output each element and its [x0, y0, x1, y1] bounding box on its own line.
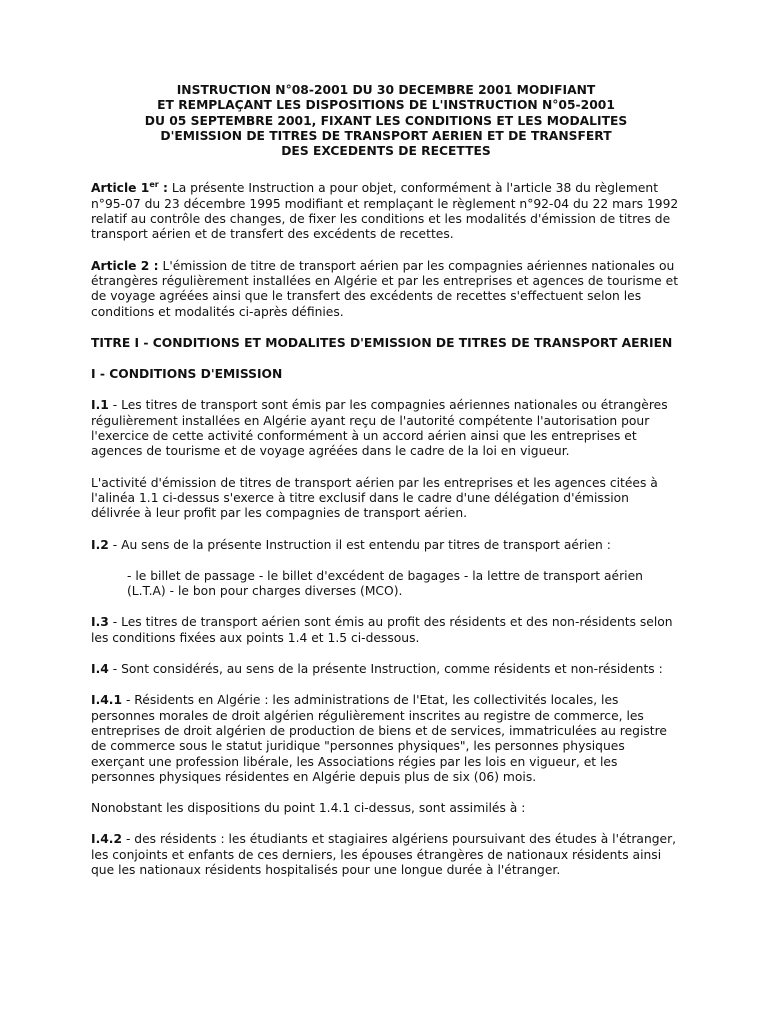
i41-text: - Résidents en Algérie : les administrations de l'Etat, les collectivités locales, les personnes morales de droit algérien régulièrement inscrites au registre de commerce, les entreprises de droit algérien de production de biens et de services, immatriculées au registre de commerce sous le statut juridique "personnes physiques", les personnes physiques exerçant une profession libérale, les Associations régies par les lois en vigueur, et les personnes physiques résidentes en Algérie depuis plus de six (06) mois. — [91, 693, 667, 784]
paragraph-i3 — [91, 615, 681, 646]
title-line: DES EXCEDENTS DE RECETTES — [281, 144, 491, 159]
i42-text: - des résidents : les étudiants et stagiaires algériens poursuivant des études à l'étranger, les conjoints et enfants de ces derniers, les épouses étrangères de nationaux résidents ainsi que les nationaux résidents hospitalisés pour une longue durée à l'étranger. — [91, 832, 677, 877]
i1-label: I.1 — [91, 398, 109, 413]
section-1-heading: I - CONDITIONS D'EMISSION — [91, 367, 283, 382]
i2-list: - le billet de passage - le billet d'excédent de bagages - la lettre de transport aérien (L.T.A) - le bon pour charges diverses (MCO). — [127, 568, 643, 599]
article-1-sup: er — [149, 180, 159, 190]
title-line: D'EMISSION DE TITRES DE TRANSPORT AERIEN ET DE TRANSFERT — [160, 128, 612, 143]
paragraph-i1 — [91, 398, 681, 459]
i3-label: I.3 — [91, 615, 109, 630]
title-line: DU 05 SEPTEMBRE 2001, FIXANT LES CONDITIONS ET LES MODALITES — [144, 113, 628, 128]
paragraph-nonobstant: Nonobstant les dispositions du point 1.4.1 ci-dessus, sont assimilés à : — [91, 801, 526, 816]
i2-text: - Au sens de la présente Instruction il est entendu par titres de transport aérien : — [108, 537, 611, 552]
paragraph-i42 — [91, 832, 681, 878]
article-2 — [91, 259, 681, 320]
paragraph-i1-continued: L'activité d'émission de titres de transport aérien par les entreprises et les agences citées à l'alinéa 1.1 ci-dessus s'exerce à titre exclusif dans le cadre d'une délégation d'émission délivrée à leur profit par les compagnies de transport aérien. — [91, 475, 658, 521]
article-1 — [91, 181, 681, 242]
title-line: INSTRUCTION N°08-2001 DU 30 DECEMBRE 2001 MODIFIANT — [176, 83, 596, 97]
article-2-label: Article 2 : — [91, 258, 159, 273]
article-1-text: La présente Instruction a pour objet, conformément à l'article 38 du règlement n°95-07 du 23 décembre 1995 modifiant et remplaçant le règlement n°92-04 du 22 mars 1992 relatif au contrôle des changes, de fixer les conditions et les modalités d'émission de titres de transport aérien et de transfert des excédents de recettes. — [91, 181, 679, 242]
i2-label: I.2 — [91, 537, 109, 552]
article-2-text: L'émission de titre de transport aérien par les compagnies aériennes nationales ou étrangères régulièrement installées en Algérie et par les entreprises et agences de tourisme et de voyage agréées ainsi que le transfert des excédents de recettes s'effectuent selon les conditions et modalités ci-après définies. — [91, 258, 679, 319]
titre-1-heading: TITRE I - CONDITIONS ET MODALITES D'EMISSION DE TITRES DE TRANSPORT AERIEN — [91, 335, 673, 350]
title-line: ET REMPLAÇANT LES DISPOSITIONS DE L'INSTRUCTION N°05-2001 — [157, 98, 615, 113]
i41-label: I.4.1 — [91, 693, 123, 708]
paragraph-i41 — [91, 693, 681, 785]
i4-label: I.4 — [91, 662, 109, 677]
i1-text: - Les titres de transport sont émis par les compagnies aériennes nationales ou étrangères régulièrement installées en Algérie ayant reçu de l'autorité compétente l'autorisation pour l'exercice de cette activité conformément à un accord aérien ainsi que les entreprises et agences de tourisme et de voyage agréées dans le cadre de la loi en vigueur. — [91, 398, 668, 459]
paragraph-i4 — [91, 662, 681, 677]
paragraph-i2 — [91, 538, 681, 553]
i4-text: - Sont considérés, au sens de la présente Instruction, comme résidents et non-résidents : — [108, 662, 663, 677]
document-page — [91, 83, 681, 894]
article-1-label: Article 1er : — [91, 180, 168, 196]
document-title — [91, 83, 681, 159]
i3-text: - Les titres de transport aérien sont émis au profit des résidents et des non-résidents selon les conditions fixées aux points 1.4 et 1.5 ci-dessous. — [91, 615, 673, 645]
i42-label: I.4.2 — [91, 832, 123, 847]
